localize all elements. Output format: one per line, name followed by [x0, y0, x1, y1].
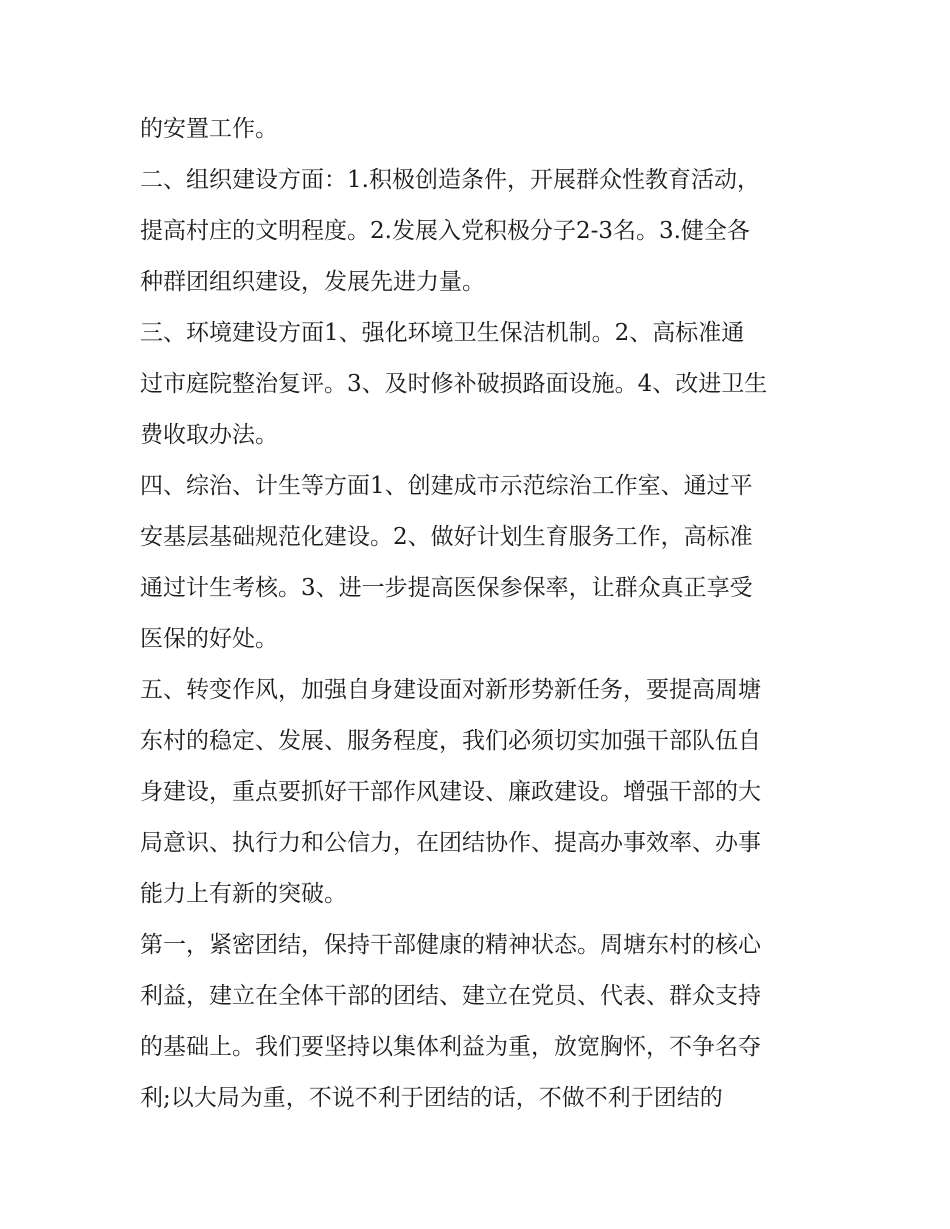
text-line: 费收取办法。 — [140, 422, 278, 448]
text-line: 过市庭院整治复评。3、及时修补破损路面设施。4、改进卫生 — [140, 371, 768, 397]
text-line: 的基础上。我们要坚持以集体利益为重，放宽胸怀，不争名夺 — [140, 1034, 761, 1060]
text-line: 提高村庄的文明程度。2.发展入党积极分子2-3名。3.健全各 — [140, 218, 750, 244]
text-line: 利益，建立在全体干部的团结、建立在党员、代表、群众支持 — [140, 983, 761, 1009]
text-line: 利;以大局为重，不说不利于团结的话，不做不利于团结的 — [140, 1085, 723, 1111]
text-line: 三、环境建设方面1、强化环境卫生保洁机制。2、高标准通 — [140, 320, 745, 346]
text-line: 第一，紧密团结，保持干部健康的精神状态。周塘东村的核心 — [140, 932, 761, 958]
text-line: 四、综治、计生等方面1、创建成市示范综治工作室、通过平 — [140, 473, 753, 499]
text-line: 局意识、执行力和公信力，在团结协作、提高办事效率、办事 — [140, 830, 761, 856]
document-body — [140, 104, 820, 1124]
text-line: 身建设，重点要抓好干部作风建设、廉政建设。增强干部的大 — [140, 779, 761, 805]
text-line: 医保的好处。 — [140, 626, 278, 652]
text-line: 安基层基础规范化建设。2、做好计划生育服务工作，高标准 — [140, 524, 753, 550]
text-line: 二、组织建设方面：1.积极创造条件，开展群众性教育活动， — [140, 167, 760, 193]
text-line: 能力上有新的突破。 — [140, 881, 347, 907]
text-line: 通过计生考核。3、进一步提高医保参保率，让群众真正享受 — [140, 575, 753, 601]
text-line: 种群团组织建设，发展先进力量。 — [140, 269, 485, 295]
text-line: 的安置工作。 — [140, 116, 278, 142]
text-line: 五、转变作风，加强自身建设面对新形势新任务，要提高周塘 — [140, 677, 761, 703]
text-line: 东村的稳定、发展、服务程度，我们必须切实加强干部队伍自 — [140, 728, 761, 754]
